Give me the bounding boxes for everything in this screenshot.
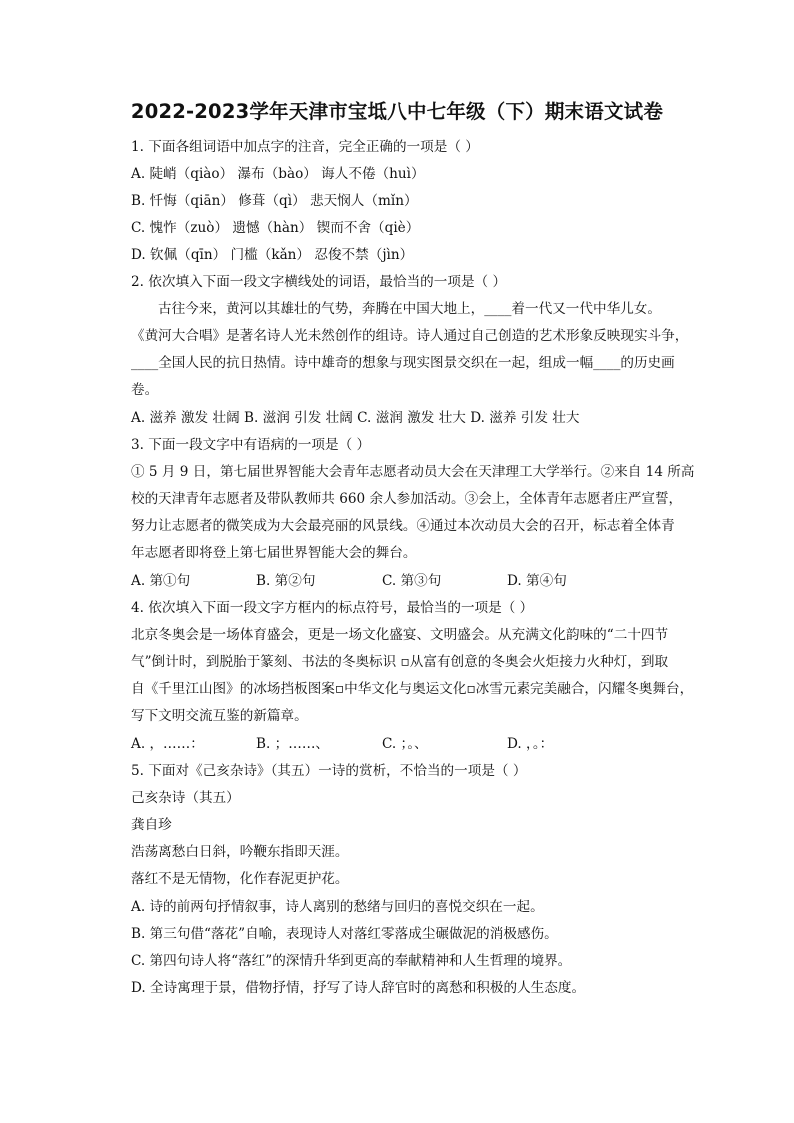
q3-option-c: C. 第③句 (382, 573, 442, 589)
q2-passage-line: ____全国人民的抗日热情。诗中雄奇的想象与现实图景交织在一起，组成一幅____的历史画 (131, 355, 675, 371)
q4-passage-line: 写下文明交流互鉴的新篇章。 (131, 708, 308, 724)
q4-passage-line: 气”倒计时，到脱胎于篆刻、书法的冬奥标识 ▫从富有创意的冬奥会火炬接力火种灯，到取 (131, 654, 669, 670)
q3-option-a: A. 第①句 (131, 573, 191, 589)
q3-option-b: B. 第②句 (256, 573, 316, 589)
q1-stem: 1. 下面各组词语中加点字的注音，完全正确的一项是（ ） (131, 139, 479, 155)
q4-option-a: A. ，……： (131, 736, 204, 752)
q3-passage-line: 校的天津青年志愿者及带队教师共 660 余人参加活动。③会上，全体青年志愿者庄严宣誓， (131, 491, 683, 507)
q2-passage-line: 卷。 (131, 382, 159, 398)
q2-passage-line: 《黄河大合唱》是著名诗人光未然创作的组诗。诗人通过自己创造的艺术形象反映现实斗争， (131, 328, 689, 344)
q5-poem-line: 落红不是无情物，化作春泥更护花。 (131, 871, 349, 887)
q5-stem: 5. 下面对《己亥杂诗》（其五）一诗的赏析，不恰当的一项是（ ） (131, 763, 527, 779)
q1-option-b: B. 忏悔（qiān） 修葺（qì） 悲天悯人（mǐn） (131, 193, 418, 209)
q1-option-d: D. 钦佩（qīn） 门槛（kǎn） 忍俊不禁（jìn） (131, 247, 414, 263)
q5-poem-title: 己亥杂诗（其五） (131, 790, 240, 806)
q5-option-c: C. 第四句诗人将“落红”的深情升华到更高的奉献精神和人生哲理的境界。 (131, 953, 572, 969)
q2-stem: 2. 依次填入下面一段文字横线处的词语，最恰当的一项是（ ） (131, 274, 507, 290)
q5-poem-author: 龚自珍 (131, 817, 172, 833)
q4-passage-line: 北京冬奥会是一场体育盛会，更是一场文化盛宴、文明盛会。从充满文化韵味的“二十四节 (131, 627, 669, 643)
q4-passage-line: 自《千里江山图》的冰场挡板图案▫中华文化与奥运文化▫冰雪元素完美融合，闪耀冬奥舞台， (131, 681, 694, 697)
q3-stem: 3. 下面一段文字中有语病的一项是（ ） (131, 437, 371, 453)
q4-option-c: C. ；。、 (382, 736, 428, 752)
q5-poem-line: 浩荡离愁白日斜，吟鞭东指即天涯。 (131, 844, 349, 860)
q3-option-d: D. 第④句 (507, 573, 567, 589)
q2-options: A. 滋养 激发 壮阔 B. 滋润 引发 壮阔 C. 滋润 激发 壮大 D. 滋养 引发 壮大 (131, 410, 580, 426)
q1-option-a: A. 陡峭（qiào） 瀑布（bào） 诲人不倦（huì） (131, 166, 425, 182)
q3-passage-line: 努力让志愿者的微笑成为大会最亮丽的风景线。④通过本次动员大会的召开，标志着全体青 (131, 518, 675, 534)
q2-passage-line: 古往今来，黄河以其雄壮的气势，奔腾在中国大地上，____着一代又一代中华儿女。 (158, 301, 661, 317)
q4-option-d: D. ，。： (507, 736, 554, 752)
q3-passage-line: ① 5 月 9 日，第七届世界智能大会青年志愿者动员大会在天津理工大学举行。②来自 14 所高 (131, 464, 695, 480)
exam-title: 2022-2023学年天津市宝坻八中七年级（下）期末语文试卷 (130, 100, 664, 123)
q5-option-d: D. 全诗寓理于景，借物抒情，抒写了诗人辞官时的离愁和积极的人生态度。 (131, 980, 586, 996)
q1-option-c: C. 愧怍（zuò） 遗憾（hàn） 锲而不舍（qiè） (131, 220, 420, 236)
q3-passage-line: 年志愿者即将登上第七届世界智能大会的舞台。 (131, 545, 417, 561)
q4-option-b: B. ；……、 (256, 736, 330, 752)
q4-stem: 4. 依次填入下面一段文字方框内的标点符号，最恰当的一项是（ ） (131, 600, 534, 616)
q5-option-b: B. 第三句借“落花”自喻，表现诗人对落红零落成尘碾做泥的消极感伤。 (131, 926, 558, 942)
q5-option-a: A. 诗的前两句抒情叙事，诗人离别的愁绪与回归的喜悦交织在一起。 (131, 899, 544, 915)
